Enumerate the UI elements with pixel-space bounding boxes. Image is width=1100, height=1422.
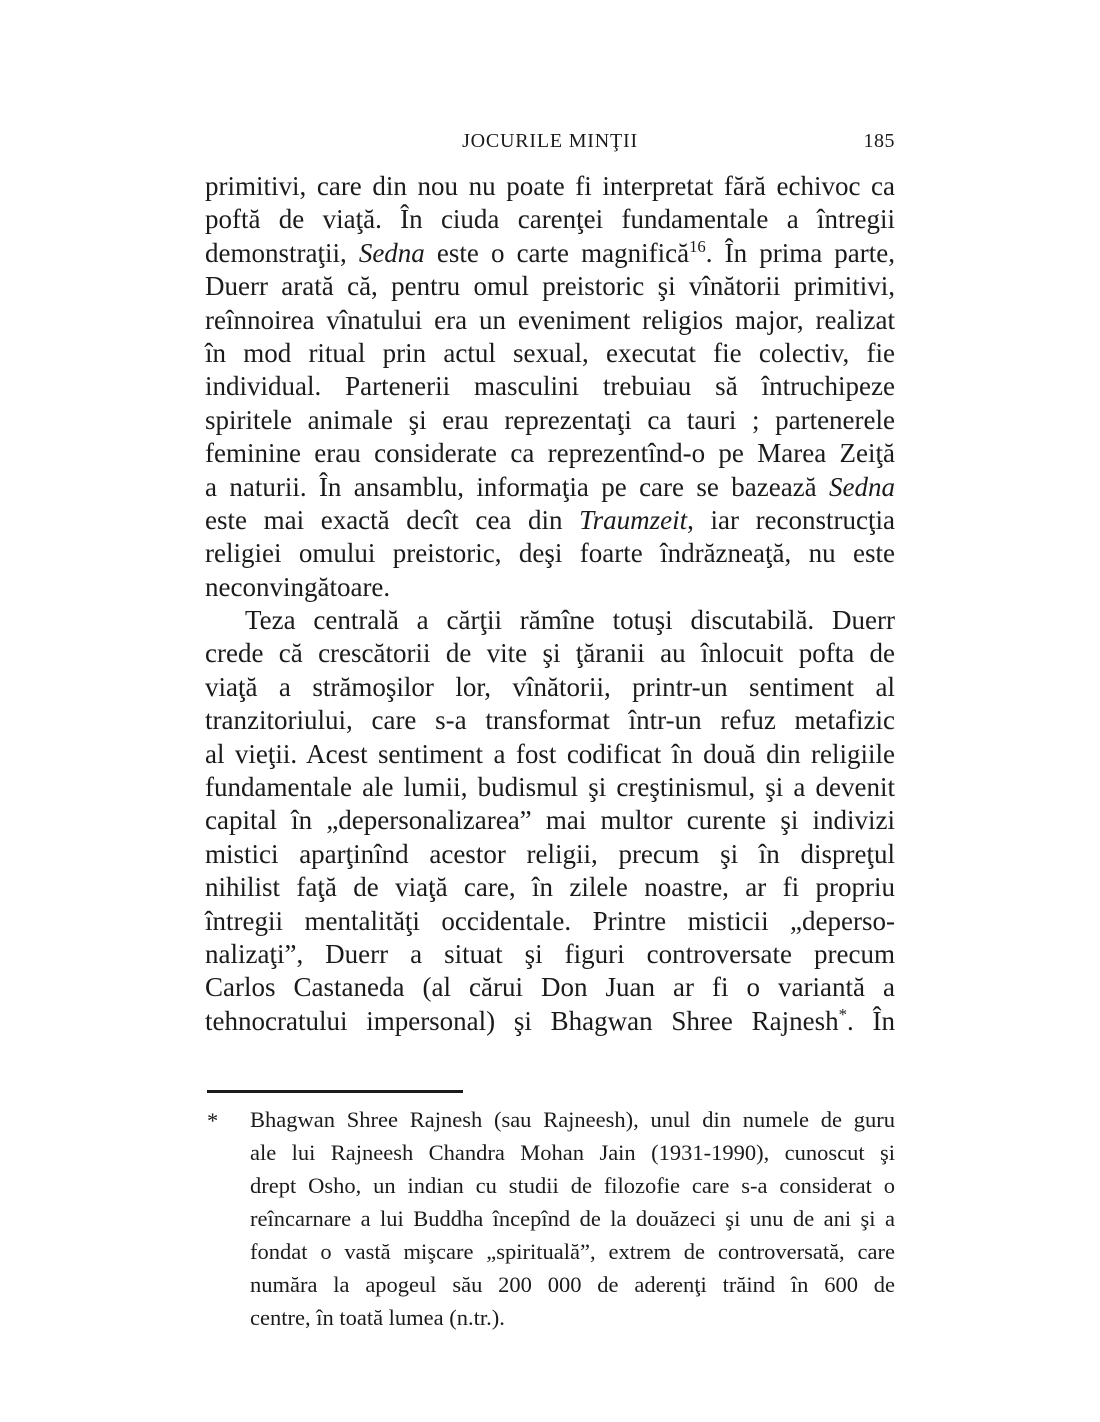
text-line: centre, în toată lumea (n.tr.). [250, 1305, 505, 1330]
text-line: neconvingătoare. [205, 571, 391, 602]
text-line: religiei omului preistoric, deşi foarte îndrăzneaţă, nu este [205, 538, 895, 569]
text-line: mistici aparţinînd acestor religii, precum şi în dispreţul [205, 838, 895, 869]
text-line: crede că crescătorii de vite şi ţăranii au înlocuit pofta de [205, 638, 895, 669]
text-line: ale lui Rajneesh Chandra Mohan Jain (1931-1990), cunoscut şi [250, 1140, 895, 1165]
text-line: nalizaţi”, Duerr a situat şi figuri controversate precum [205, 938, 895, 969]
footnote-rule [207, 1090, 463, 1093]
text-line: demonstraţii, Sedna este o carte magnifică$^{16}$. În prima parte, [205, 236, 896, 268]
text-line: poftă de viaţă. În ciuda carenţei fundamentale a întregii [205, 204, 895, 235]
footnote [205, 1103, 895, 1334]
text-line: Teza centrală a cărţii rămîne totuşi discutabilă. Duerr [245, 605, 895, 636]
footnote-text [250, 1103, 895, 1334]
text-line: întregii mentalităţi occidentale. Printre misticii „deperso- [205, 905, 895, 936]
text-line: număra la apogeul său 200 000 de aderenţi trăind în 600 de [250, 1272, 895, 1297]
text-line: Bhagwan Shree Rajnesh (sau Rajneesh), unul din numele de guru [250, 1107, 895, 1132]
text-line: este mai exactă decît cea din Traumzeit, iar reconstrucţia [205, 504, 895, 535]
text-line: nihilist faţă de viaţă care, în zilele noastre, ar fi propriu [205, 872, 895, 903]
text-line: a naturii. În ansamblu, informaţia pe care se bazează Sedna [205, 471, 895, 502]
text-line: al vieţii. Acest sentiment a fost codificat în două din religiile [205, 738, 895, 769]
text-line: în mod ritual prin actul sexual, executat fie colectiv, fie [205, 337, 895, 368]
text-line: tranzitoriului, care s-a transformat într-un refuz metafizic [205, 705, 895, 736]
text-line: fundamentale ale lumii, budismul şi creştinismul, şi a devenit [205, 772, 895, 803]
text-line: drept Osho, un indian cu studii de filozofie care s-a considerat o [250, 1173, 895, 1198]
text-line: primitivi, care din nou nu poate fi interpretat fără echivoc ca [205, 171, 895, 201]
text-line: spiritele animale şi erau reprezentaţi ca tauri ; partenerele [205, 404, 895, 435]
text-line: tehnocratului impersonal) şi Bhagwan Shree Rajnesh*. În [205, 1004, 895, 1036]
footnote-marker: * [207, 1108, 219, 1133]
text-line: capital în „depersonalizarea” mai multor curente şi indivizi [205, 805, 895, 836]
page-number: 185 [863, 130, 895, 152]
running-head [205, 130, 895, 156]
text-line: Duerr arată că, pentru omul preistoric şi vînătorii primitivi, [205, 271, 895, 302]
running-head-title: JOCURILE MINŢII [462, 130, 638, 152]
text-line: fondat o vastă mişcare „spirituală”, extrem de controversată, care [250, 1239, 895, 1264]
text-line: Carlos Castaneda (al cărui Don Juan ar fi o variantă a [205, 972, 895, 1003]
text-line: reînnoirea vînatului era un eveniment religios major, realizat [205, 304, 895, 335]
body-text [205, 170, 895, 1038]
text-line: individual. Partenerii masculini trebuiau să întruchipeze [205, 371, 895, 402]
text-line: feminine erau considerate ca reprezentînd-o pe Marea Zeiţă [205, 438, 895, 469]
text-line: viaţă a strămoşilor lor, vînătorii, printr-un sentiment al [205, 671, 895, 702]
text-line: reîncarnare a lui Buddha începînd de la douăzeci şi unu de ani şi a [250, 1206, 895, 1231]
